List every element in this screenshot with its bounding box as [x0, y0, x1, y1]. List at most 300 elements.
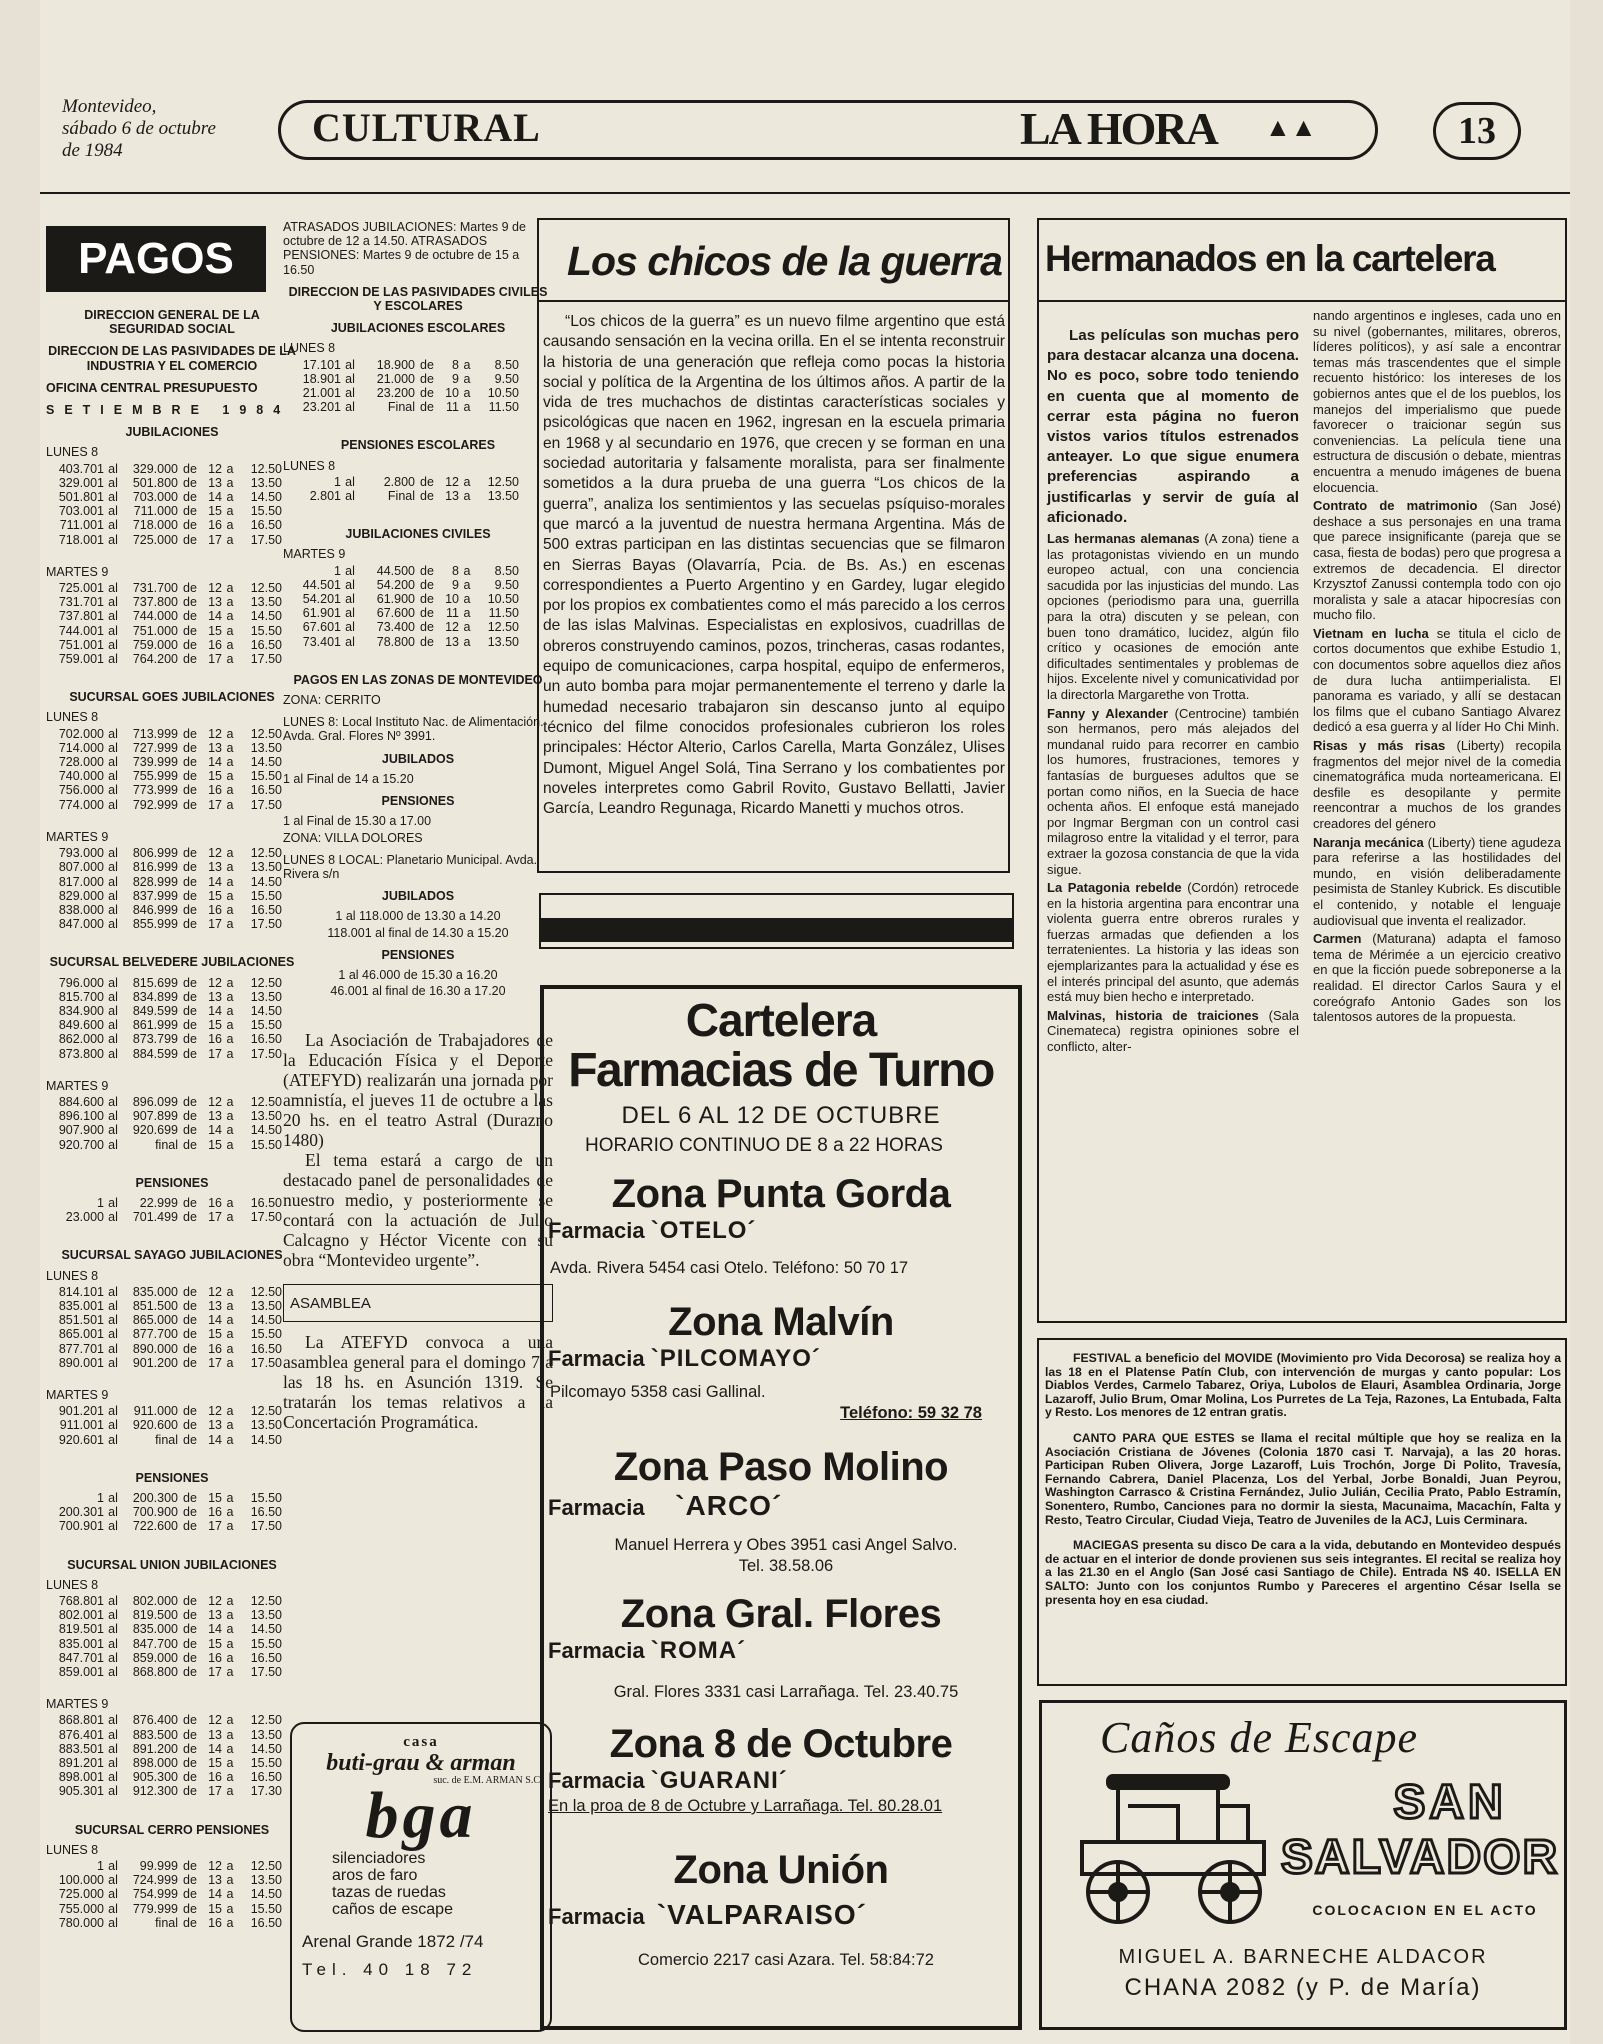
schedule-cell: a: [226, 1491, 234, 1505]
schedule-cell: al: [345, 563, 355, 578]
schedule-cell: 15: [208, 1636, 222, 1651]
schedule-cell: 22.999: [139, 1195, 178, 1210]
schedule-cell: de: [183, 1519, 197, 1534]
schedule-cell: 10: [445, 386, 459, 401]
schedule-cell: 876.400: [132, 1713, 178, 1728]
schedule-cell: 16.50: [250, 1341, 282, 1356]
schedule-cell: 884.599: [132, 1046, 178, 1061]
pharmacy-address: Pilcomayo 5358 casi Gallinal.: [550, 1383, 766, 1401]
schedule-cell: 329.001: [58, 475, 104, 490]
schedule-cell: 17: [208, 1210, 222, 1225]
schedule-row: [46, 1770, 298, 1784]
schedule-cell: al: [108, 1713, 118, 1728]
schedule-cell: al: [345, 400, 355, 415]
schedule-cell: 883.501: [58, 1741, 104, 1756]
schedule-row: [46, 504, 298, 518]
schedule-cell: a: [226, 1341, 234, 1356]
schedule-cell: 14.50: [250, 755, 282, 770]
schedule-row: [283, 606, 553, 620]
schedule-cell: 99.999: [139, 1859, 178, 1874]
schedule-row: [46, 1622, 298, 1636]
schedule-row: [46, 1784, 298, 1798]
schedule-cell: al: [345, 577, 355, 592]
schedule-cell: 920.699: [132, 1123, 178, 1138]
hermanados-column-1: [1047, 310, 1299, 1058]
schedule-cell: 14.50: [250, 1887, 282, 1902]
schedule-row: [283, 489, 553, 503]
schedule-cell: de: [183, 888, 197, 903]
schedule-cell: 728.000: [58, 755, 104, 770]
schedule-cell: al: [108, 1505, 118, 1520]
schedule-cell: al: [108, 461, 118, 476]
schedule-cell: a: [226, 902, 234, 917]
schedule-cell: 16: [208, 1505, 222, 1520]
schedule-cell: 13: [208, 475, 222, 490]
film-review: [1047, 880, 1299, 1005]
schedule-cell: 718.000: [132, 518, 178, 533]
schedule-cell: 873.799: [132, 1032, 178, 1047]
schedule-cell: de: [183, 783, 197, 798]
schedule-heading: JUBILACIONES: [125, 425, 219, 440]
newspaper-logo: LA HORA: [1020, 103, 1217, 154]
schedule-cell: a: [226, 1355, 234, 1370]
film-review: [1313, 835, 1561, 929]
schedule-cell: 13: [208, 1608, 222, 1623]
schedule-cell: a: [226, 518, 234, 533]
schedule-cell: 13.50: [250, 860, 282, 875]
schedule-cell: a: [226, 1756, 234, 1771]
schedule-cell: 9: [452, 577, 459, 592]
schedule-cell: 802.000: [132, 1594, 178, 1609]
schedule-cell: al: [108, 888, 118, 903]
schedule-cell: 14: [208, 1622, 222, 1637]
schedule-cell: de: [183, 1505, 197, 1520]
schedule-cell: al: [108, 783, 118, 798]
schedule-cell: 14: [208, 755, 222, 770]
schedule-cell: 890.001: [58, 1355, 104, 1370]
schedule-cell: a: [463, 577, 471, 592]
schedule-cell: al: [108, 532, 118, 547]
atefyd-paragraph-2: El tema estará a cargo de un destacado panel de personalidades de nuestro medio, y posteriormente se contará con la actuación de Julio Calcagno y Héctor Vicente con su obra “Montevideo urgente”.: [283, 1150, 553, 1271]
schedule-cell: 722.600: [132, 1519, 178, 1534]
schedule-cell: de: [183, 1901, 197, 1916]
schedule-cell: al: [345, 474, 355, 489]
schedule-row: [46, 462, 298, 476]
schedule-cell: a: [226, 1032, 234, 1047]
schedule-cell: a: [463, 371, 471, 386]
farmacias-title-2: Farmacias de Turno: [568, 1044, 994, 1097]
schedule-cell: 15: [208, 1018, 222, 1033]
schedule-cell: 18.901: [302, 371, 341, 386]
schedule-cell: 13.50: [250, 475, 282, 490]
schedule-cell: al: [108, 874, 118, 889]
schedule-row: [46, 595, 298, 609]
schedule-cell: 403.701: [58, 461, 104, 476]
schedule-cell: de: [183, 1341, 197, 1356]
schedule-row: [46, 990, 298, 1004]
schedule-cell: a: [226, 1284, 234, 1299]
schedule-cell: de: [183, 532, 197, 547]
schedule-cell: a: [463, 634, 471, 649]
schedule-cell: 54.200: [376, 577, 415, 592]
farmacias-hours: HORARIO CONTINUO DE 8 a 22 HORAS: [585, 1135, 943, 1156]
schedule-cell: 12: [208, 1094, 222, 1109]
schedule-cell: al: [108, 797, 118, 812]
schedule-row: [283, 635, 553, 649]
schedule-cell: 905.301: [58, 1784, 104, 1799]
schedule-cell: 727.999: [132, 740, 178, 755]
canos-owner: MIGUEL A. BARNECHE ALDACOR: [1118, 1946, 1488, 1968]
schedule-cell: 883.500: [132, 1727, 178, 1742]
schedule-cell: 873.800: [58, 1046, 104, 1061]
schedule-cell: 11: [446, 400, 459, 415]
schedule-cell: al: [108, 581, 118, 596]
schedule-cell: al: [108, 740, 118, 755]
schedule-row: [46, 1356, 298, 1370]
schedule-cell: al: [345, 620, 355, 635]
schedule-cell: 774.000: [58, 797, 104, 812]
schedule-cell: 12: [208, 846, 222, 861]
schedule-cell: de: [183, 1123, 197, 1138]
zone-malvin: [540, 1300, 1022, 1423]
schedule-day: MARTES 9: [46, 1387, 109, 1402]
schedule-heading: SUCURSAL UNION JUBILACIONES: [67, 1557, 277, 1572]
schedule-cell: 802.001: [58, 1608, 104, 1623]
schedule-cell: 1: [97, 1859, 104, 1874]
spacer: [283, 649, 553, 665]
schedule-cell: a: [226, 1137, 234, 1152]
schedule-cell: 773.999: [132, 783, 178, 798]
schedule-cell: 17: [208, 1355, 222, 1370]
schedule-cell: a: [226, 623, 234, 638]
schedule-row: [46, 1505, 298, 1519]
schedule-cell: 17.50: [250, 532, 282, 547]
schedule-cell: 16.50: [250, 1770, 282, 1785]
office: OFICINA CENTRAL PRESUPUESTO: [46, 380, 258, 395]
schedule-cell: 12.50: [487, 474, 519, 489]
schedule-cell: 12: [208, 581, 222, 596]
schedule-row: [46, 1713, 298, 1727]
schedule-cell: 14: [208, 609, 222, 624]
schedule-cell: 16.50: [250, 1195, 282, 1210]
schedule-cell: de: [183, 1915, 197, 1930]
film-review-text: (Maturana) adapta el famoso tema de Mérimée a un ejercicio creativo en que la ficción puede sobreponerse a la realidad. El director Carlos Saura y el coreógrafo Antonio Gades son los talentosos autores de la propuesta.: [1313, 931, 1561, 1025]
hermanados-divider: [1037, 300, 1567, 302]
spacer: [46, 1799, 298, 1815]
bga-product-4: caños de escape: [332, 1901, 453, 1918]
schedule-cell: 814.101: [58, 1284, 104, 1299]
schedule-row: [46, 652, 298, 666]
schedule-cell: 703.000: [132, 490, 178, 505]
schedule-heading: PENSIONES ESCOLARES: [340, 438, 496, 453]
schedule-cell: 877.701: [58, 1341, 104, 1356]
schedule-cell: 847.000: [58, 917, 104, 932]
payment-schedule-a: [46, 425, 298, 1946]
schedule-heading: PENSIONES: [135, 1175, 209, 1190]
schedule-cell: 13.50: [250, 740, 282, 755]
schedule-cell: 14: [208, 1432, 222, 1447]
schedule-cell: 792.999: [132, 797, 178, 812]
schedule-cell: al: [108, 1873, 118, 1888]
schedule-row: [46, 1756, 298, 1770]
schedule-cell: al: [108, 1915, 118, 1930]
schedule-cell: a: [226, 1404, 234, 1419]
schedule-cell: 12: [445, 620, 459, 635]
schedule-cell: al: [108, 1901, 118, 1916]
schedule-row: [46, 1004, 298, 1018]
pharmacy-title: `ROMA´: [650, 1637, 747, 1664]
schedule-cell: a: [226, 1741, 234, 1756]
schedule-cell: al: [345, 634, 355, 649]
schedule-cell: de: [420, 489, 434, 504]
schedule-cell: 891.200: [132, 1741, 178, 1756]
schedule-cell: de: [183, 1636, 197, 1651]
schedule-row: [46, 1651, 298, 1665]
schedule-cell: 14.50: [250, 874, 282, 889]
schedule-cell: a: [463, 400, 471, 415]
schedule-cell: 815.699: [132, 975, 178, 990]
zona-villa-dolores-place: LUNES 8 LOCAL: Planetario Municipal. Avda. Rivera s/n: [283, 852, 538, 881]
schedule-cell: 849.599: [132, 1003, 178, 1018]
schedule-cell: a: [226, 1887, 234, 1902]
schedule-cell: 15: [208, 769, 222, 784]
schedule-cell: al: [108, 652, 118, 667]
schedule-cell: de: [183, 1713, 197, 1728]
schedule-cell: de: [420, 371, 434, 386]
schedule-cell: Final: [387, 400, 415, 415]
film-review-text: (Centrocine) también son hermanos, pero más alejados del mundanal ruido para recorrer en cambio los humores, frustraciones, temores y fantasías de burgueses adultos que se portan como niños, en la Suecia de hace ochenta años. El enfoque está manejado por Ingmar Bergman con un control casi milagroso entre la vitalidad y el terror, para extraer la gozosa constancia de que la vida sigue.: [1047, 705, 1299, 877]
schedule-cell: 13.50: [250, 595, 282, 610]
schedule-cell: 15: [208, 623, 222, 638]
film-title: Risas y más risas: [1313, 738, 1446, 754]
schedule-cell: a: [226, 461, 234, 476]
schedule-cell: de: [183, 1887, 197, 1902]
pharmacy-name: [548, 1490, 1022, 1522]
schedule-row: [46, 1608, 298, 1622]
schedule-cell: 12: [208, 975, 222, 990]
schedule-cell: de: [183, 461, 197, 476]
schedule-day: LUNES 8: [46, 710, 99, 725]
schedule-cell: al: [108, 1109, 118, 1124]
schedule-cell: de: [183, 1137, 197, 1152]
film-title: Naranja mecánica: [1313, 834, 1424, 850]
spacer: [46, 812, 298, 828]
pharmacy-name: [548, 1217, 1022, 1245]
zone-name: Zona Gral. Flores: [620, 1592, 942, 1636]
schedule-heading: JUBILACIONES CIVILES: [345, 527, 491, 542]
schedule-cell: 15: [208, 504, 222, 519]
schedule-cell: 12.50: [250, 1859, 282, 1874]
schedule-cell: de: [183, 797, 197, 812]
schedule-cell: 12.50: [250, 1404, 282, 1419]
schedule-cell: 16.50: [250, 1505, 282, 1520]
schedule-cell: 759.001: [58, 652, 104, 667]
schedule-cell: de: [183, 1770, 197, 1785]
z2-pensiones-row-1: 1 al 46.000 de 15.30 a 16.20: [338, 967, 498, 982]
schedule-cell: al: [108, 1594, 118, 1609]
schedule-cell: a: [226, 1901, 234, 1916]
schedule-cell: Final: [387, 489, 415, 504]
schedule-cell: 8.50: [494, 563, 519, 578]
schedule-row: [46, 1138, 298, 1152]
schedule-row: [46, 1594, 298, 1608]
schedule-cell: 16: [208, 637, 222, 652]
schedule-cell: 17.50: [250, 1210, 282, 1225]
schedule-cell: final: [155, 1915, 178, 1930]
schedule-cell: al: [108, 1622, 118, 1637]
schedule-cell: de: [183, 1298, 197, 1313]
schedule-cell: 14.50: [250, 1741, 282, 1756]
schedule-cell: de: [183, 860, 197, 875]
schedule-cell: 12: [208, 461, 222, 476]
schedule-cell: 15: [208, 1327, 222, 1342]
schedule-cell: 17.50: [250, 1519, 282, 1534]
schedule-cell: 12: [208, 1284, 222, 1299]
bga-address: Arenal Grande 1872 /74: [302, 1932, 484, 1951]
schedule-cell: 868.801: [58, 1713, 104, 1728]
schedule-cell: 15: [208, 1137, 222, 1152]
schedule-cell: a: [226, 888, 234, 903]
schedule-cell: de: [420, 386, 434, 401]
schedule-cell: a: [226, 1665, 234, 1680]
schedule-cell: al: [108, 1003, 118, 1018]
schedule-cell: 16.50: [250, 1650, 282, 1665]
schedule-day: LUNES 8: [46, 1268, 99, 1283]
schedule-row: [46, 917, 298, 931]
schedule-cell: al: [108, 1046, 118, 1061]
schedule-cell: al: [108, 1432, 118, 1447]
zone-gral-flores: [540, 1592, 1022, 1702]
schedule-cell: 816.999: [132, 860, 178, 875]
schedule-row: [46, 755, 298, 769]
pharmacy-address: Comercio 2217 casi Azara. Tel. 58:84:72: [638, 1951, 934, 1969]
schedule-cell: 12: [445, 474, 459, 489]
pharmacy-label: Farmacia: [548, 1768, 645, 1793]
schedule-cell: 15.50: [250, 1901, 282, 1916]
schedule-cell: de: [183, 1784, 197, 1799]
schedule-row: [46, 1902, 298, 1916]
schedule-row: [283, 358, 553, 372]
schedule-cell: de: [183, 637, 197, 652]
pharmacy-title: `GUARANI´: [650, 1767, 788, 1794]
film-review: [1313, 308, 1561, 495]
schedule-day: LUNES 8: [46, 1577, 99, 1592]
schedule-cell: de: [183, 1210, 197, 1225]
schedule-cell: al: [108, 917, 118, 932]
schedule-cell: de: [183, 1284, 197, 1299]
schedule-cell: de: [183, 989, 197, 1004]
schedule-cell: 817.000: [58, 874, 104, 889]
chicos-body: “Los chicos de la guerra” es un nuevo filme argentino que está causando sensación en la vecina orilla. En el se intenta reconstruir la historia de una generación que refleja como pocas la historia social y política de la Argentina de los últimos años. A partir de la vida de tres muchachos de distintas características sociales y psicológicas que nacen en 1962, ingresan en la escuela primaria en 1968 y al secundario en 1976, que crecen y se forman en una sociedad autoritaria y falsamente moralista, para ser finalmente sometidos a la dura prueba de una guerra “Los chicos de la guerra”, analiza los sentimientos y las secuelas psíquiso-morales que marcó a la juventud de nuestra hermana Argentina. Más de 500 extras participan en las distintas secuencias que se filmaron en Sierras Bayas (Olavarría, Pcia. de Bs. As.) en escenas correspondientes a Puerto Argentino y en Gardey, lugar elegido por los propios ex combatientes como el más parecido a los cerros de las islas Malvinas. Especialistas en explosivos, cuadrillas de obreros construyendo caminos, pozos, trincheras, casas rodantes, equipo de comunicaciones, carpa hospital, equipo de enfermeros, un auto bomba para mojar permanentemente el terreno y darle la humedad necesario trabajaron sin descanso junto al equipo técnico del filme conocidos profesionales cubrieron los roles principales: Héctor Alterio, Carlos Carella, Marta González, Ulises Dumont, Miguel Angel Solá, Tina Serrano y los combatientes por noveles interpretes como Gabril Rovito, Gustavo Bellatti, Javier García, Leandro Regunaga, Ricardo Manetti y muchos otros.: [543, 313, 1005, 818]
schedule-cell: a: [226, 652, 234, 667]
schedule-cell: de: [183, 1018, 197, 1033]
schedule-cell: 10.50: [487, 386, 519, 401]
schedule-cell: al: [108, 623, 118, 638]
schedule-heading: SUCURSAL SAYAGO JUBILACIONES: [61, 1248, 283, 1263]
schedule-cell: a: [226, 740, 234, 755]
payment-schedule-b: [283, 321, 553, 665]
schedule-cell: de: [183, 1355, 197, 1370]
schedule-cell: 9.50: [494, 371, 519, 386]
schedule-cell: 901.200: [132, 1355, 178, 1370]
schedule-cell: al: [108, 860, 118, 875]
schedule-cell: 835.001: [58, 1636, 104, 1651]
schedule-row: [46, 1742, 298, 1756]
pharmacy-phone: Tel. 38.58.06: [738, 1557, 834, 1575]
schedule-cell: 15.50: [250, 1018, 282, 1033]
schedule-cell: a: [226, 1859, 234, 1874]
schedule-cell: de: [183, 1491, 197, 1505]
schedule-cell: a: [226, 475, 234, 490]
schedule-row: [46, 1109, 298, 1123]
org-pasividades-industria: DIRECCION DE LAS PASIVIDADES DE LA INDUSTRIA Y EL COMERCIO: [48, 344, 296, 373]
schedule-cell: al: [345, 371, 355, 386]
schedule-cell: 838.000: [58, 902, 104, 917]
schedule-cell: 768.801: [58, 1594, 104, 1609]
schedule-cell: a: [226, 1298, 234, 1313]
schedule-cell: 17: [208, 652, 222, 667]
schedule-cell: 13: [208, 595, 222, 610]
schedule-row: [46, 1210, 298, 1224]
schedule-cell: final: [155, 1137, 178, 1152]
schedule-cell: 714.000: [58, 740, 104, 755]
bga-phone: Tel. 40 18 72: [302, 1960, 478, 1979]
schedule-cell: 17: [208, 532, 222, 547]
schedule-cell: a: [226, 726, 234, 741]
schedule-cell: 21.001: [302, 386, 341, 401]
schedule-cell: 911.000: [133, 1404, 178, 1419]
schedule-cell: 14: [208, 1123, 222, 1138]
schedule-row: [46, 624, 298, 638]
schedule-cell: 61.901: [302, 606, 341, 621]
schedule-cell: 15.50: [250, 769, 282, 784]
schedule-heading: SUCURSAL GOES JUBILACIONES: [69, 690, 275, 705]
schedule-heading: PENSIONES: [135, 1470, 209, 1485]
schedule-cell: 16: [208, 1195, 222, 1210]
schedule-cell: a: [226, 1636, 234, 1651]
schedule-cell: 764.200: [132, 652, 178, 667]
schedule-cell: de: [183, 726, 197, 741]
schedule-cell: 13: [208, 1418, 222, 1433]
schedule-cell: 15: [208, 1756, 222, 1771]
schedule-day: LUNES 8: [283, 458, 336, 473]
schedule-day: MARTES 9: [46, 1078, 109, 1093]
canos-name-1: SAN: [1393, 1776, 1507, 1829]
schedule-cell: al: [108, 475, 118, 490]
schedule-row: [283, 400, 553, 414]
schedule-cell: 12: [208, 1404, 222, 1419]
schedule-cell: 847.700: [132, 1636, 178, 1651]
schedule-cell: al: [345, 592, 355, 607]
spacer: [46, 1534, 298, 1550]
schedule-cell: al: [108, 902, 118, 917]
schedule-cell: 13: [208, 989, 222, 1004]
schedule-cell: de: [420, 474, 434, 489]
bga-line-3: suc. de E.M. ARMAN S.C: [433, 1775, 540, 1786]
schedule-cell: al: [108, 504, 118, 519]
schedule-row: [46, 1873, 298, 1887]
pharmacy-label: Farmacia: [548, 1904, 645, 1929]
schedule-cell: 755.000: [58, 1901, 104, 1916]
schedule-day: MARTES 9: [46, 564, 109, 579]
schedule-cell: 829.000: [58, 888, 104, 903]
schedule-cell: 73.401: [302, 634, 341, 649]
schedule-cell: 501.801: [58, 490, 104, 505]
schedule-cell: 2.801: [309, 489, 341, 504]
schedule-cell: 13.50: [250, 1298, 282, 1313]
schedule-cell: 13: [208, 1109, 222, 1124]
schedule-cell: 21.000: [376, 371, 415, 386]
